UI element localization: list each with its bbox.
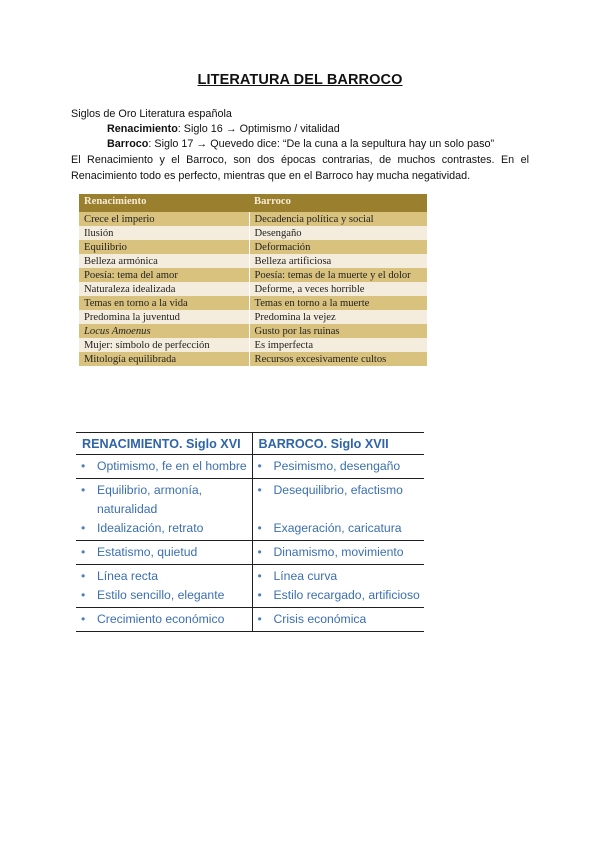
table-cell: Poesía: temas de la muerte y el dolor bbox=[249, 268, 427, 282]
renacimiento-label: Renacimiento bbox=[107, 123, 178, 135]
list-item bbox=[80, 543, 248, 562]
list-item bbox=[80, 457, 248, 476]
list-item bbox=[80, 519, 248, 538]
table-cell bbox=[76, 541, 252, 565]
table-cell: Gusto por las ruinas bbox=[249, 324, 427, 338]
table-row bbox=[79, 310, 427, 324]
bullet-icon: • bbox=[257, 459, 262, 473]
list-item bbox=[257, 610, 421, 629]
bullet-icon: • bbox=[81, 483, 86, 497]
renacimiento-text: : Siglo 16 → Optimismo / vitalidad bbox=[177, 123, 340, 135]
bullet-icon: • bbox=[81, 521, 86, 535]
bullet-icon: • bbox=[257, 588, 262, 602]
table-row bbox=[79, 212, 427, 226]
bullet-icon: • bbox=[81, 612, 86, 626]
table-cell: Belleza armónica bbox=[79, 254, 249, 268]
table-cell: Belleza artificiosa bbox=[249, 254, 427, 268]
table-cell: Decadencia política y social bbox=[249, 212, 427, 226]
table-cell: Predomina la juventud bbox=[79, 310, 249, 324]
table-cell: Locus Amoenus bbox=[79, 324, 249, 338]
list-item-text: Equilibrio, armonía, naturalidad bbox=[97, 483, 202, 516]
siglos-text: Siglos de Oro Literatura española bbox=[71, 108, 232, 120]
table-row bbox=[79, 324, 427, 338]
comparison-table-image bbox=[79, 194, 427, 366]
table-cell: Deforme, a veces horrible bbox=[249, 282, 427, 296]
list-item bbox=[257, 543, 421, 562]
list-item-text: Desequilibrio, efactismo bbox=[273, 483, 403, 497]
table-cell bbox=[252, 455, 424, 479]
barroco-text: : Siglo 17 → Quevedo dice: “De la cuna a la sepultura hay un solo paso” bbox=[148, 138, 495, 150]
intro-line-renacimiento bbox=[71, 122, 565, 138]
list-item bbox=[257, 567, 421, 586]
list-item bbox=[80, 567, 248, 586]
table2-header-renacimiento: RENACIMIENTO. Siglo XVI bbox=[76, 433, 252, 455]
list-item-text: Estilo recargado, artificioso bbox=[273, 588, 420, 602]
list-item-text: Estatismo, quietud bbox=[97, 545, 198, 559]
table-cell: Equilibrio bbox=[79, 240, 249, 254]
table-cell bbox=[252, 479, 424, 541]
table-cell: Temas en torno a la muerte bbox=[249, 296, 427, 310]
table2-header-barroco: BARROCO. Siglo XVII bbox=[252, 433, 424, 455]
list-item bbox=[257, 519, 421, 538]
list-item bbox=[257, 586, 421, 605]
table-cell: Mujer: símbolo de perfección bbox=[79, 338, 249, 352]
bullet-icon: • bbox=[257, 483, 262, 497]
intro-line-barroco bbox=[71, 137, 565, 153]
table-row bbox=[76, 608, 424, 632]
bullet-icon: • bbox=[257, 545, 262, 559]
list-item bbox=[80, 481, 248, 519]
table-cell bbox=[252, 541, 424, 565]
list-item-text: Crisis económica bbox=[273, 612, 367, 626]
table1-header-barroco: Barroco bbox=[249, 194, 427, 212]
list-item bbox=[257, 457, 421, 476]
table-cell: Mitología equilibrada bbox=[79, 352, 249, 366]
table-row bbox=[79, 268, 427, 282]
list-item-text: Línea curva bbox=[273, 569, 338, 583]
list-item-text: Idealización, retrato bbox=[97, 521, 204, 535]
bullet-icon: • bbox=[81, 545, 86, 559]
table-row bbox=[79, 226, 427, 240]
table-cell: Recursos excesivamente cultos bbox=[249, 352, 427, 366]
table-cell bbox=[76, 455, 252, 479]
barroco-label: Barroco bbox=[107, 138, 149, 150]
table-row bbox=[79, 240, 427, 254]
table-cell bbox=[252, 608, 424, 632]
bullet-icon: • bbox=[81, 588, 86, 602]
table-row bbox=[79, 254, 427, 268]
table-cell bbox=[76, 608, 252, 632]
table-cell: Predomina la vejez bbox=[249, 310, 427, 324]
bullet-icon: • bbox=[257, 612, 262, 626]
list-item bbox=[80, 586, 248, 605]
table1-header-row bbox=[79, 194, 427, 212]
page-title: LITERATURA DEL BARROCO bbox=[197, 72, 403, 88]
table-row bbox=[79, 296, 427, 310]
table-cell: Poesía: tema del amor bbox=[79, 268, 249, 282]
list-item bbox=[80, 610, 248, 629]
list-item-text: Optimismo, fe en el hombre bbox=[97, 459, 247, 473]
list-item-text: Pesimismo, desengaño bbox=[273, 459, 401, 473]
intro-line-siglos bbox=[71, 107, 529, 123]
table-cell bbox=[76, 479, 252, 541]
table-row bbox=[76, 541, 424, 565]
list-item-text: Exageración, caricatura bbox=[273, 521, 402, 535]
table-row bbox=[76, 455, 424, 479]
bullet-icon: • bbox=[257, 569, 262, 583]
table-cell: Temas en torno a la vida bbox=[79, 296, 249, 310]
bullet-icon: • bbox=[81, 569, 86, 583]
table-cell: Naturaleza idealizada bbox=[79, 282, 249, 296]
bullet-icon: • bbox=[81, 459, 86, 473]
list-item-text: Crecimiento económico bbox=[97, 612, 225, 626]
bullet-icon: • bbox=[257, 521, 262, 535]
table-cell bbox=[76, 565, 252, 608]
list-item bbox=[257, 481, 421, 500]
list-item-text: Dinamismo, movimiento bbox=[273, 545, 404, 559]
table-row bbox=[79, 352, 427, 366]
table-row bbox=[76, 565, 424, 608]
table-row bbox=[79, 282, 427, 296]
table-cell bbox=[252, 565, 424, 608]
table-row bbox=[79, 338, 427, 352]
table-row bbox=[76, 479, 424, 541]
table1-header-renacimiento: Renacimiento bbox=[79, 194, 249, 212]
table-cell: Deformación bbox=[249, 240, 427, 254]
table2-header-row bbox=[76, 433, 424, 455]
bullet-comparison-table bbox=[76, 432, 424, 632]
table-cell: Es imperfecta bbox=[249, 338, 427, 352]
table-cell: Crece el imperio bbox=[79, 212, 249, 226]
intro-paragraph: El Renacimiento y el Barroco, son dos épocas contrarias, de muchos contrastes. En el Renacimiento todo es perfecto, mientras que en el Barroco hay mucha negatividad. bbox=[71, 154, 529, 182]
table-cell: Ilusión bbox=[79, 226, 249, 240]
list-item-text: Estilo sencillo, elegante bbox=[97, 588, 225, 602]
table-cell: Desengaño bbox=[249, 226, 427, 240]
list-item-text: Línea recta bbox=[97, 569, 158, 583]
